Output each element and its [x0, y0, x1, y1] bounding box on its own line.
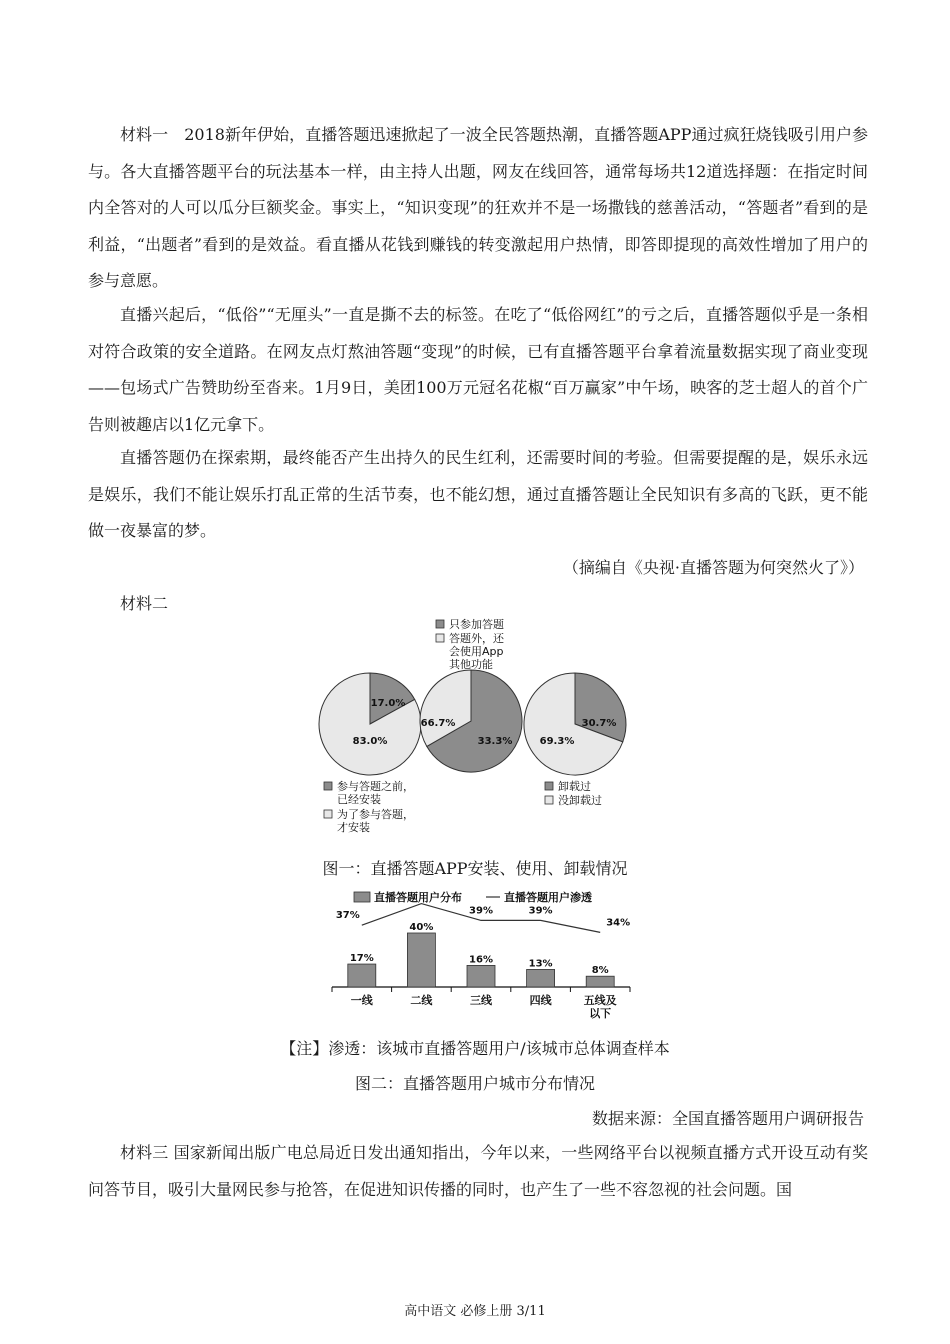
pie-3-value-label-1: 30.7%	[581, 718, 617, 729]
pie-3-value-label-2: 69.3%	[539, 736, 575, 747]
pie-2-value-label-1: 66.7%	[420, 718, 456, 729]
pie-3-legend-swatch-2	[545, 796, 553, 804]
material3-paragraph-1: 材料三 国家新闻出版广电总局近日发出通知指出，今年以来，一些网络平台以视频直播方式开设互动有奖问答节目，吸引大量网民参与抢答，在促进知识传播的同时，也产生了一些不容忽视的社会问题。国	[88, 1143, 868, 1199]
legend-text-distribution: 直播答题用户分布	[374, 891, 462, 904]
pie-2-value-label-2: 33.3%	[477, 736, 513, 747]
bar-value-label-5: 8%	[591, 965, 609, 977]
pie-2-legend-swatch-1	[436, 620, 444, 628]
pie-1-legend-text-1: 参与答题之前，	[337, 780, 414, 793]
pie-3-legend-swatch-1	[545, 782, 553, 790]
material1-paragraph-2: 直播兴起后，“低俗”“无厘头”一直是撕不去的标签。在吃了“低俗网红”的亏之后，直播答题似乎是一条相对符合政策的安全道路。在网友点灯熬油答题“变现”的时候，已有直播答题平台拿着流量数据实现了商业变现——包场式广告赞助纷至沓来。1月9日，美团100万元冠名花椒“百万赢家”中午场，映客的芝士超人的首个广告则被趣店以1亿元拿下。	[88, 305, 868, 434]
x-tick-label-3-1: 三线	[470, 994, 492, 1007]
pie-3-legend-text-1: 卸载过	[558, 780, 591, 793]
line-value-label-1: 37%	[335, 910, 360, 922]
line-value-label-4: 39%	[528, 905, 553, 917]
bar-3	[467, 965, 495, 987]
material1-source: （摘编自《央视·直播答题为何突然火了》）	[562, 558, 864, 577]
pie-1-legend-text-2: 已经安装	[337, 793, 381, 806]
figure-2-bar-line-chart	[320, 884, 640, 1024]
pie-1-value-label-1: 17.0%	[370, 698, 406, 709]
bar-value-label-1: 17%	[349, 953, 374, 965]
bar-value-label-2: 40%	[409, 922, 434, 933]
pie-2-legend-text-3: 会使用App	[449, 645, 504, 658]
x-tick-label-5-2: 以下	[589, 1007, 612, 1020]
pie-2-legend-text-2: 答题外，还	[449, 632, 504, 645]
bar-2	[407, 933, 435, 987]
pie-2-legend-text-1: 只参加答题	[449, 618, 504, 631]
data-source: 数据来源：全国直播答题用户调研报告	[591, 1109, 864, 1128]
bar-1	[348, 964, 376, 987]
material2-label: 材料二	[120, 594, 169, 613]
pie-1-legend-text-4: 才安装	[337, 821, 370, 834]
figure-2-caption: 图二：直播答题用户城市分布情况	[354, 1074, 595, 1093]
x-tick-label-1-1: 一线	[350, 994, 373, 1007]
bar-5	[586, 976, 614, 987]
pie-2-legend-text-4: 其他功能	[449, 658, 493, 671]
material1-paragraph-3: 直播答题仍在探索期，最终能否产生出持久的民生红利，还需要时间的考验。但需要提醒的是，娱乐永远是娱乐，我们不能让娱乐打乱正常的生活节奏，也不能幻想，通过直播答题让全民知识有多高的飞跃，更不能做一夜暴富的梦。	[88, 448, 868, 540]
x-tick-label-4-1: 四线	[529, 994, 552, 1007]
pie-1-value-label-2: 83.0%	[352, 736, 388, 747]
pie-1-legend-swatch-1	[324, 782, 332, 790]
figure-2-note: 【注】渗透：该城市直播答题用户/该城市总体调查样本	[280, 1039, 670, 1058]
pie-1-legend-text-3: 为了参与答题，	[337, 808, 414, 821]
x-tick-label-2-1: 二线	[410, 994, 433, 1007]
x-tick-label-5-1: 五线及	[583, 994, 617, 1007]
bar-value-label-4: 13%	[528, 958, 553, 970]
bar-4	[527, 969, 555, 987]
pie-2-legend-swatch-2	[436, 634, 444, 642]
material1-paragraph-1: 材料一 2018新年伊始，直播答题迅速掀起了一波全民答题热潮，直播答题APP通过疯狂烧钱吸引用户参与。各大直播答题平台的玩法基本一样，由主持人出题，网友在线回答，通常每场共12道选择题：在指定时间内全答对的人可以瓜分巨额奖金。事实上，“知识变现”的狂欢并不是一场撒钱的慈善活动，“答题者”看到的是利益，“出题者”看到的是效益。看直播从花钱到赚钱的转变激起用户热情，即答即提现的高效性增加了用户的参与意愿。	[88, 125, 868, 290]
legend-swatch-distribution	[354, 892, 370, 902]
figure-1-caption: 图一：直播答题APP安装、使用、卸载情况	[322, 859, 628, 878]
pie-1-legend-swatch-2	[324, 810, 332, 818]
legend-text-penetration: 直播答题用户渗透	[504, 891, 592, 904]
line-value-label-3: 39%	[469, 905, 493, 917]
pie-3-legend-text-2: 没卸载过	[558, 794, 602, 807]
bar-value-label-3: 16%	[469, 954, 493, 966]
page-footer: 高中语文 必修上册 3/11	[404, 1304, 546, 1319]
line-value-label-5: 34%	[606, 917, 631, 929]
figure-1-pie-charts	[300, 618, 650, 850]
